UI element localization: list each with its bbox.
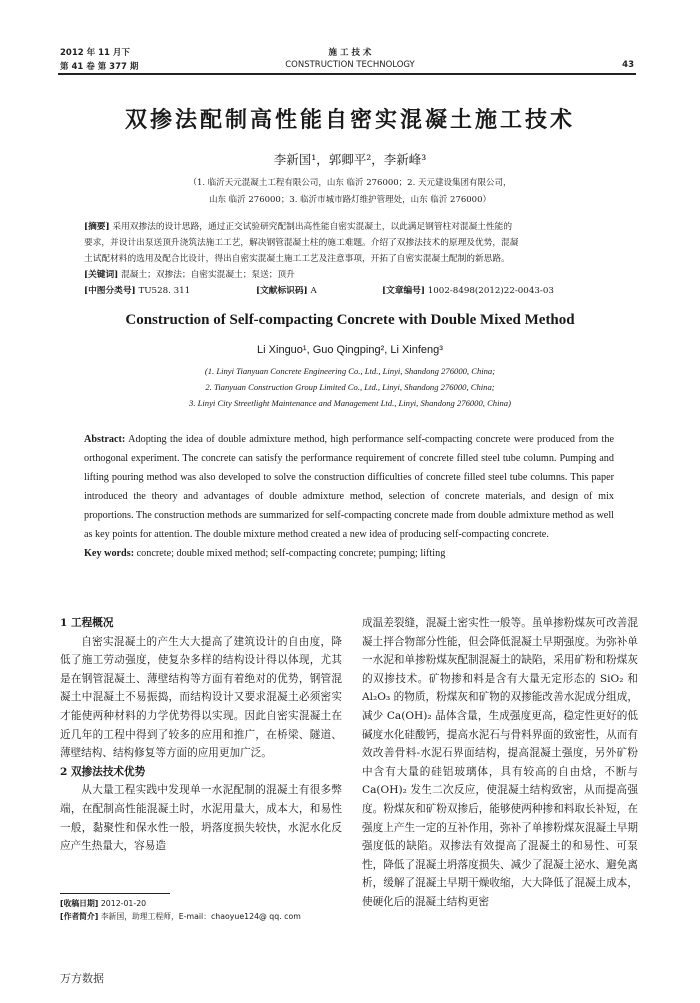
authors-cn: 李新国¹，郭卿平²，李新峰³ <box>273 152 427 167</box>
footnote-rule <box>60 893 170 894</box>
received-label: [收稿日期] <box>60 899 99 908</box>
abstract-cn-line: 要求，并设计出泵送顶升浇筑法施工工艺，解决钢管混凝土柱的施工难题。介绍了双掺法技术的原理及优势，混凝 <box>84 238 519 248</box>
clc-label: [中图分类号] <box>84 286 136 296</box>
abstract-en-text: Adopting the idea of double admixture method, high performance self-compacting concrete were produced from the orthogonal experiment. The concrete can satisfy the performance requirement of concrete filled steel tube column. Pumping and lifting pouring method was also developed to solve the construction difficulties of concrete filled steel tube columns. This paper introduced the theory and advantages of double admixture method, selection of concrete materials, and design of mix proportions. The construction methods are summarized for self-compacting concrete made from double admixture method as well as key points for attention. The double mixture method created a new idea of producing self-compacting concrete. <box>84 434 614 540</box>
footnotes <box>60 897 350 923</box>
abstract-cn-line: 土试配材料的选用及配合比设计，得出自密实混凝土施工工艺及注意事项，开拓了自密实混凝土配制的新思路。 <box>84 254 510 264</box>
author-bio: 李新国，助理工程师，E-mail：chaoyue124@ qq. com <box>100 912 301 921</box>
article-number: 1002-8498(2012)22-0043-03 <box>427 286 554 296</box>
abstract-en <box>84 430 614 563</box>
affiliation-cn-1: （1. 临沂天元混凝土工程有限公司，山东 临沂 276000；2. 天元建设集团有限公司， <box>188 178 512 188</box>
clc-number: TU528. 311 <box>138 286 191 296</box>
abstract-cn-label: [摘要] <box>84 222 110 232</box>
affiliation-en-2: 2. Tianyuan Construction Group Limited Co., Ltd., Linyi, Shandong 276000, China; <box>205 382 495 392</box>
issue-date: 2012 年 11 月下 <box>60 48 130 58</box>
article-number-label: [文章编号] <box>382 286 425 296</box>
title-cn: 双掺法配制高性能自密实混凝土施工技术 <box>124 107 575 133</box>
affiliation-en-3: 3. Linyi City Streetlight Maintenance and Management Ltd., Linyi, Shandong 276000, China) <box>189 398 511 408</box>
body-right-column <box>362 614 638 912</box>
page-number: 43 <box>622 60 634 70</box>
section-1-heading: 1 工程概况 <box>60 617 114 629</box>
affiliation-en-1: (1. Linyi Tianyuan Concrete Engineering Co., Ltd., Linyi, Shandong 276000, China; <box>204 366 496 376</box>
section-2-text: 从大量工程实践中发现单一水泥配制的混凝土有很多弊端，在配制高性能混凝土时，水泥用量大，成本大，和易性一般，黏聚性和保水性一般，坍落度损失较快，水泥水化反应产生热量大，容易造 <box>60 784 342 853</box>
keywords-cn: 混凝土；双掺法；自密实混凝土；泵送；顶升 <box>121 270 295 280</box>
body-left-column <box>60 614 342 856</box>
keywords-cn-label: [关键词] <box>84 270 119 280</box>
header-rule <box>58 73 636 75</box>
title-en: Construction of Self-compacting Concrete with Double Mixed Method <box>125 312 575 328</box>
doc-code: A <box>310 286 317 296</box>
abstract-cn-line: 采用双掺法的设计思路，通过正交试验研究配制出高性能自密实混凝土，以此满足钢管柱对混凝土性能的 <box>112 222 512 232</box>
abstract-en-label: Abstract: <box>84 434 126 445</box>
authors-en: Li Xinguo¹, Guo Qingping², Li Xinfeng³ <box>257 344 443 356</box>
affiliation-cn-2: 山东 临沂 276000；3. 临沂市城市路灯维护管理处，山东 临沂 276000） <box>208 195 492 205</box>
keywords-en-label: Key words: <box>84 548 135 559</box>
journal-title-cn: 施 工 技 术 <box>328 48 372 58</box>
section-2-heading: 2 双掺法技术优势 <box>60 765 146 778</box>
author-bio-label: [作者简介] <box>60 912 99 921</box>
abstract-cn <box>84 219 612 299</box>
journal-title-en: CONSTRUCTION TECHNOLOGY <box>285 60 415 70</box>
section-1-text: 自密实混凝土的产生大大提高了建筑设计的自由度，降低了施工劳动强度，使复杂多样的结构设计得以体现，尤其是在钢管混凝土、薄壁结构等方面有着绝对的优势，钢管混凝土中混凝土不易振捣，而结构设计又要求混凝土必须密实才能使两种材料的力学优势得以实现。因此自密实混凝土在近几年的工程中得到了较多的应用和推广，在桥梁、隧道、薄壁结构、结构修复等方面的应用更加广泛。 <box>60 635 342 760</box>
volume-issue: 第 41 卷 第 377 期 <box>60 62 139 72</box>
watermark: 万方数据 <box>60 972 104 985</box>
section-2-continued: 成温差裂缝，混凝土密实性一般等。虽单掺粉煤灰可改善混凝土拌合物部分性能，但会降低混凝土早期强度。为弥补单一水泥和单掺粉煤灰配制混凝土的缺陷，采用矿粉和粉煤灰的双掺技术。矿物掺和料是含有大量无定形态的 SiO₂ 和 Al₂O₃ 的物质，粉煤灰和矿物的双掺能改善水泥成分组成，减少 Ca(OH)₂ 晶体含量，生成强度更高，稳定性更好的低碱度水化硅酸钙，提高水泥石与骨料界面的致密性，从而有效改善骨料-水泥石界面结构，提高混凝土强度，另外矿粉中含有大量的硅铝玻璃体，具有较高的自由焓，不断与 Ca(OH)₂ 发生二次反应，使混凝土结构致密，从而提高强度。粉煤灰和矿粉双掺后，能够使两种掺和料取长补短，在强度上产生一定的互补作用，弥补了单掺粉煤灰混凝土早期强度低的缺陷。双掺法有效提高了混凝土的和易性、可泵性，降低了混凝土坍落度损失、减少了混凝土泌水、避免离析，缓解了混凝土早期干燥收缩，大大降低了混凝土成本，使硬化后的混凝土结构更密 <box>362 617 638 908</box>
received-date: 2012-01-20 <box>100 899 147 908</box>
keywords-en: concrete; double mixed method; self-compacting concrete; pumping; lifting <box>136 548 446 559</box>
doc-code-label: [文献标识码] <box>256 286 308 296</box>
